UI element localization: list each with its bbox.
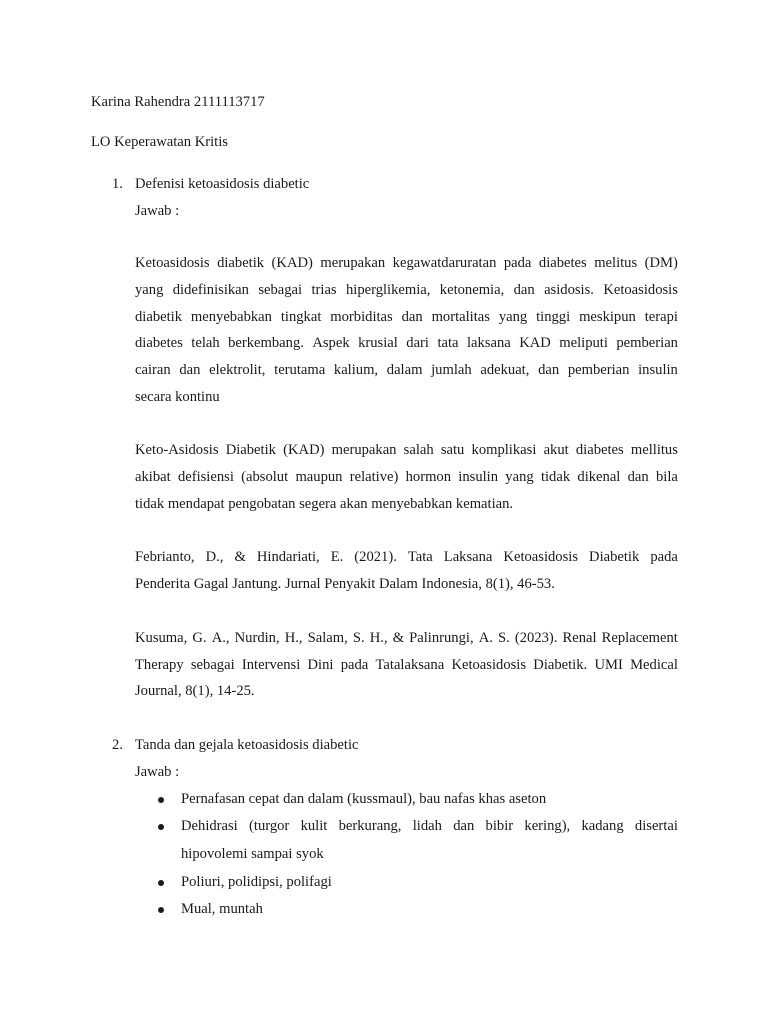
word: A. [478,630,493,646]
q1-para1-line2 [135,283,678,298]
q1-para1-line4 [135,336,678,351]
q1-para1-line5 [135,363,678,378]
word: tata [437,335,459,351]
word: kadang [581,818,624,834]
word: kalium, [333,362,379,378]
q1-para1-line3 [135,310,678,325]
q1-ref2-line3: Journal, 8(1), 14-25. [135,683,255,699]
word: tinggi [536,309,571,325]
q1-para2-line2 [135,470,678,485]
word: meskipun [579,309,636,325]
word: tingkat [280,309,322,325]
q1-title: Defenisi ketoasidosis diabetic [135,176,310,192]
word: melitus [594,255,638,271]
word: kulit [300,818,328,834]
word: kegawatdaruratan [392,255,497,271]
word: meliputi [559,335,608,351]
word: UMI [594,657,623,673]
word: dikenal [577,469,621,485]
word: G. [192,630,207,646]
word: dan [513,282,535,298]
word: maupun [295,469,343,485]
q1-para2-line3: tidak mendapat pengobatan segera akan menyebabkan kematian. [135,496,514,512]
word: pemberian [567,362,630,378]
word: diabetes [135,335,183,351]
word: Dehidrasi [181,818,238,834]
word: pada [340,657,369,673]
word: diabetes [575,442,624,458]
word: Nurdin, [234,630,280,646]
word: Salam, [307,630,348,646]
word: Diabetik [225,442,276,458]
word: dalam [386,362,423,378]
word: defisiensi [177,469,234,485]
word: adekuat, [480,362,530,378]
word: morbiditas [330,309,393,325]
bullet-dot [158,907,164,913]
word: hormon [405,469,452,485]
word: Intervensi [241,657,301,673]
word: diabetik [217,255,265,271]
word: S. [498,630,510,646]
word: tidak [540,469,571,485]
word: akibat [135,469,171,485]
word: laksana [466,335,511,351]
word: lidah [412,818,442,834]
word: yang [505,469,534,485]
word: cairan [135,362,171,378]
q2-bullet-2-line1 [181,819,678,834]
word: D., [205,549,224,565]
word: relative) [349,469,399,485]
word: insulin [458,469,499,485]
word: menyebabkan [190,309,272,325]
word: Renal [562,630,597,646]
author-line: Karina Rahendra 2111113717 [91,94,265,110]
word: A., [211,630,230,646]
word: Ketoasidosis [135,255,210,271]
word: pemberian [616,335,678,351]
word: Palinrungi, [409,630,474,646]
q2-bullet-1: Pernafasan cepat dan dalam (kussmaul), bau nafas khas aseton [181,791,547,807]
word: mortalitas [431,309,490,325]
q1-para2-line1 [135,443,678,458]
word: (KAD) [271,255,313,271]
q2-bullet-4: Mual, muntah [181,901,263,917]
word: didefinisikan [172,282,249,298]
word: Medical [630,657,678,673]
word: berkurang, [338,818,402,834]
word: hiperglikemia, [345,282,431,298]
q1-ref2-line1 [135,631,678,646]
word: & [392,630,405,646]
word: diabetik [135,309,183,325]
word: Ketoasidosis [503,549,579,565]
q1-ref1-line1 [135,550,678,565]
word: Tatalaksana [375,657,445,673]
word: trias [311,282,337,298]
word: mellitus [630,442,678,458]
word: elektrolit, [209,362,266,378]
word: yang [135,282,164,298]
word: dan [627,469,649,485]
word: S. [352,630,365,646]
word: bila [655,469,678,485]
bullet-dot [158,797,164,803]
word: (absolut [241,469,289,485]
word: Kusuma, [135,630,188,646]
q2-answer-label: Jawab : [135,764,180,780]
word: terapi [644,309,678,325]
word: salah [403,442,434,458]
word: satu [440,442,465,458]
word: jumlah [431,362,472,378]
word: Ketoasidosis [451,657,527,673]
q1-para1-line1 [135,256,678,271]
word: insulin [638,362,678,378]
q2-bullet-3: Poliuri, polidipsi, polifagi [181,874,332,890]
word: krusial [358,335,398,351]
word: (DM) [644,255,678,271]
word: dari [406,335,429,351]
word: Diabetik [589,549,640,565]
word: sebagai [258,282,303,298]
q1-para1-line6: secara kontinu [135,389,220,405]
q1-ref2-line2 [135,658,678,673]
word: KAD [519,335,551,351]
word: ketonemia, [439,282,505,298]
word: sebagai [190,657,235,673]
word: Replacement [601,630,678,646]
word: berkembang. [228,335,304,351]
q1-answer-label: Jawab : [135,203,180,219]
q2-title: Tanda dan gejala ketoasidosis diabetic [135,737,359,753]
word: (KAD) [283,442,325,458]
word: H., [284,630,303,646]
word: yang [498,309,528,325]
course-line: LO Keperawatan Kritis [91,134,228,150]
word: telah [191,335,220,351]
word: komplikasi [471,442,537,458]
word: Diabetik. [533,657,588,673]
word: (2021). [354,549,397,565]
word: bibir [485,818,514,834]
bullet-dot [158,880,164,886]
word: Febrianto, [135,549,195,565]
word: H., [369,630,388,646]
word: Aspek [312,335,350,351]
word: Laksana [443,549,493,565]
word: terutama [274,362,326,378]
word: disertai [634,818,678,834]
word: Dini [307,657,334,673]
word: merupakan [331,442,397,458]
word: Ketoasidosis [603,282,678,298]
word: asidosis. [544,282,594,298]
bullet-dot [158,824,164,830]
word: (2023). [514,630,558,646]
word: kering), [524,818,571,834]
word: dan [179,362,201,378]
word: pada [650,549,678,565]
word: dan [401,309,423,325]
word: & [234,549,246,565]
word: diabetes [538,255,587,271]
q2-number: 2. [112,737,123,753]
word: E. [330,549,344,565]
word: akut [543,442,569,458]
q2-bullet-2-line2: hipovolemi sampai syok [181,846,324,862]
word: dan [538,362,560,378]
word: merupakan [320,255,386,271]
word: Tata [407,549,433,565]
word: Keto-Asidosis [135,442,219,458]
word: pada [503,255,532,271]
word: dan [453,818,475,834]
q1-ref1-line2: Penderita Gagal Jantung. Jurnal Penyakit Dalam Indonesia, 8(1), 46-53. [135,576,555,592]
q1-number: 1. [112,176,123,192]
word: (turgor [249,818,290,834]
word: Therapy [135,657,184,673]
word: Hindariati, [256,549,320,565]
